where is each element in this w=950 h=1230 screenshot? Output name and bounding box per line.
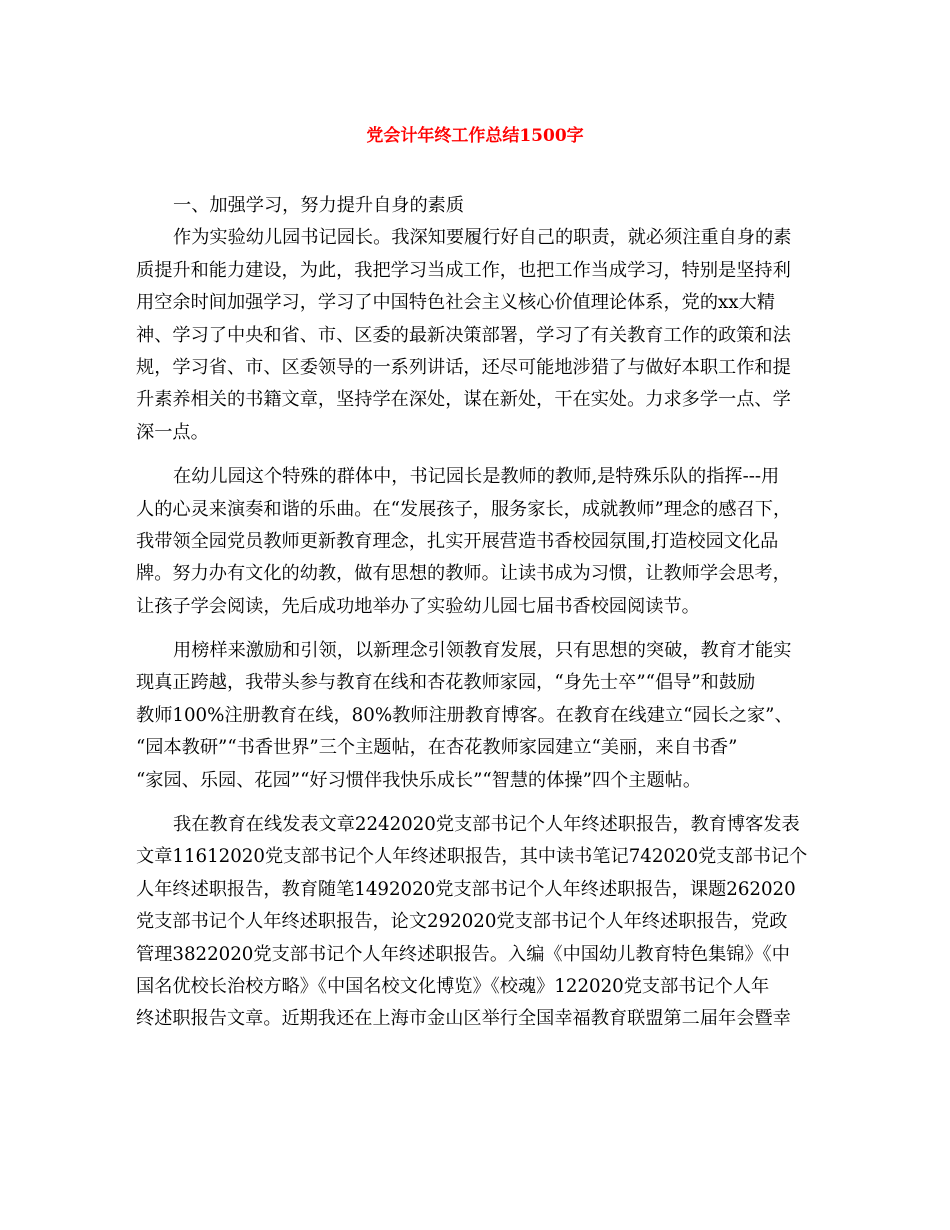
paragraph-line: 人的心灵来演奏和谐的乐曲。在“发展孩子，服务家长，成就教师”理念的感召下， [136,498,792,520]
paragraph-line: 国名优校长治校方略》《中国名校文化博览》《校魂》122020党支部书记个人年 [136,975,770,997]
paragraph-gap [136,797,816,809]
paragraph-line: 规，学习省、市、区委领导的一系列讲话，还尽可能地涉猎了与做好本职工作和提 [136,356,791,378]
paragraph-line: 用空余时间加强学习，学习了中国特色社会主义核心价值理论体系，党的xx大精 [136,292,775,314]
paragraph-line: 人年终述职报告，教育随笔1492020党支部书记个人年终述职报告，课题262020 [136,878,796,900]
paragraph-line: “园本教研”“书香世界”三个主题帖，在杏花教师家园建立“美丽，来自书香” [136,737,738,759]
paragraph-line: 用榜样来激励和引领，以新理念引领教育发展，只有思想的突破，教育才能实 [173,640,792,662]
paragraph-line: 升素养相关的书籍文章，坚持学在深处，谋在新处，干在实处。力求多学一点、学 [136,389,791,411]
paragraph-line: 让孩子学会阅读，先后成功地举办了实验幼儿园七届书香校园阅读节。 [136,595,700,617]
paragraph-line: 党支部书记个人年终述职报告，论文292020党支部书记个人年终述职报告，党政 [136,911,788,933]
paragraph-line: 我带领全园党员教师更新教育理念，扎实开展营造书香校园氛围,打造校园文化品 [136,530,779,552]
document-title: 党会计年终工作总结1500字 [366,126,584,146]
paragraph-line: 现真正跨越，我带头参与教育在线和杏花教师家园，“身先士卒”“倡导”和鼓励 [136,672,756,694]
document-body [136,190,816,1036]
paragraph-line: “家园、乐园、花园”“好习惯伴我快乐成长”“智慧的体操”四个主题帖。 [136,769,702,791]
paragraph-line: 我在教育在线发表文章2242020党支部书记个人年终述职报告，教育博客发表 [173,814,800,836]
paragraph-line: 终述职报告文章。近期我还在上海市金山区举行全国幸福教育联盟第二届年会暨幸 [136,1008,791,1030]
paragraph-line: 作为实验幼儿园书记园长。我深知要履行好自己的职责，就必须注重自身的素 [173,227,792,249]
paragraph-gap [136,449,816,461]
paragraph-gap [136,623,816,635]
paragraph-line: 文章11612020党支部书记个人年终述职报告，其中读书笔记742020党支部书记个 [136,846,808,868]
paragraph-line: 牌。努力办有文化的幼教，做有思想的教师。让读书成为习惯，让教师学会思考， [136,563,791,585]
paragraph-line: 在幼儿园这个特殊的群体中，书记园长是教师的教师,是特殊乐队的指挥---用 [173,466,780,488]
paragraph-line: 教师100%注册教育在线，80%教师注册教育博客。在教育在线建立“园长之家”、 [136,704,793,726]
paragraph-line: 管理3822020党支部书记个人年终述职报告。入编《中国幼儿教育特色集锦》《中 [136,943,790,965]
paragraph-line: 神、学习了中央和省、市、区委的最新决策部署，学习了有关教育工作的政策和法 [136,324,791,346]
paragraph-line: 深一点。 [136,421,209,443]
paragraph-line: 质提升和能力建设，为此，我把学习当成工作，也把工作当成学习，特别是坚持利 [136,259,791,281]
section-heading: 一、加强学习，努力提升自身的素质 [173,195,465,216]
